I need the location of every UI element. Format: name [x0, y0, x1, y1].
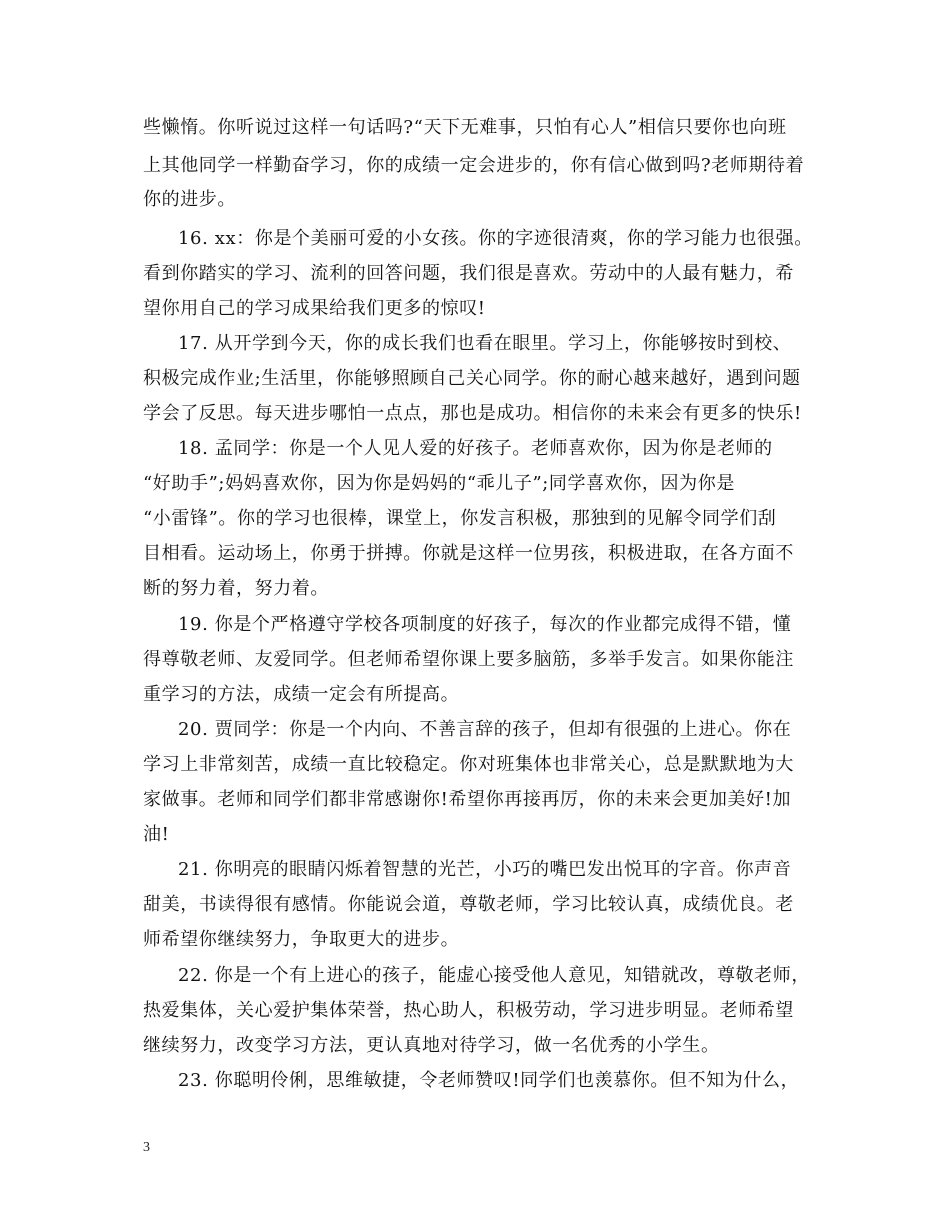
- text-line: 17. 从开学到今天，你的成长我们也看在眼里。学习上，你能够按时到校、: [178, 333, 792, 354]
- text-line: 21. 你明亮的眼睛闪烁着智慧的光芒，小巧的嘴巴发出悦耳的字音。你声音: [178, 859, 792, 880]
- text-line: 目相看。运动场上，你勇于拼搏。你就是这样一位男孩，积极进取，在各方面不: [143, 543, 794, 564]
- text-line: 学习上非常刻苦，成绩一直比较稳定。你对班集体也非常关心，总是默默地为大: [143, 754, 794, 775]
- text-line: 你的进步。: [143, 189, 236, 210]
- text-line: 18. 孟同学：你是一个人见人爱的好孩子。老师喜欢你，因为你是老师的: [178, 438, 773, 459]
- text-line: 热爱集体，关心爱护集体荣誉，热心助人，积极劳动，学习进步明显。老师希望: [143, 1000, 794, 1021]
- text-line: “好助手”;妈妈喜欢你，因为你是妈妈的“乖儿子”;同学喜欢你，因为你是: [143, 473, 735, 494]
- text-line: 油!: [143, 824, 170, 845]
- text-line: 些懒惰。你听说过这样一句话吗?“天下无难事，只怕有心人”相信只要你也向班: [143, 117, 787, 138]
- text-line: 继续努力，改变学习方法，更认真地对待学习，做一名优秀的小学生。: [143, 1035, 720, 1056]
- text-line: 16. xx：你是个美丽可爱的小女孩。你的字迹很清爽，你的学习能力也很强。: [178, 228, 813, 249]
- text-line: 断的努力着，努力着。: [143, 578, 329, 599]
- text-line: 重学习的方法，成绩一定会有所提高。: [143, 684, 460, 705]
- text-line: 师希望你继续努力，争取更大的进步。: [143, 929, 460, 950]
- text-line: 得尊敬老师、友爱同学。但老师希望你课上要多脑筋，多举手发言。如果你能注: [143, 649, 794, 670]
- text-line: 19. 你是个严格遵守学校各项制度的好孩子，每次的作业都完成得不错，懂: [178, 614, 792, 635]
- text-line: 家做事。老师和同学们都非常感谢你!希望你再接再厉，你的未来会更加美好!加: [143, 789, 792, 810]
- text-line: 23. 你聪明伶俐，思维敏捷，令老师赞叹!同学们也羡慕你。但不知为什么，: [178, 1070, 800, 1091]
- text-line: 甜美，书读得很有感情。你能说会道，尊敬老师，学习比较认真，成绩优良。老: [143, 894, 794, 915]
- text-line: 看到你踏实的学习、流利的回答问题，我们很是喜欢。劳动中的人最有魅力，希: [143, 263, 794, 284]
- text-line: 22. 你是一个有上进心的孩子，能虚心接受他人意见，知错就改，尊敬老师，: [178, 965, 810, 986]
- text-line: 学会了反思。每天进步哪怕一点点，那也是成功。相信你的未来会有更多的快乐!: [143, 403, 802, 424]
- page-number: 3: [143, 1140, 150, 1155]
- text-line: “小雷锋”。你的学习也很棒，课堂上，你发言积极，那独到的见解令同学们刮: [143, 508, 777, 529]
- text-line: 20. 贾同学：你是一个内向、不善言辞的孩子，但却有很强的上进心。你在: [178, 719, 792, 740]
- text-line: 上其他同学一样勤奋学习，你的成绩一定会进步的，你有信心做到吗?老师期待着: [143, 155, 805, 176]
- text-line: 望你用自己的学习成果给我们更多的惊叹!: [143, 298, 486, 319]
- text-line: 积极完成作业;生活里，你能够照顾自己关心同学。你的耐心越来越好，遇到问题: [143, 368, 801, 389]
